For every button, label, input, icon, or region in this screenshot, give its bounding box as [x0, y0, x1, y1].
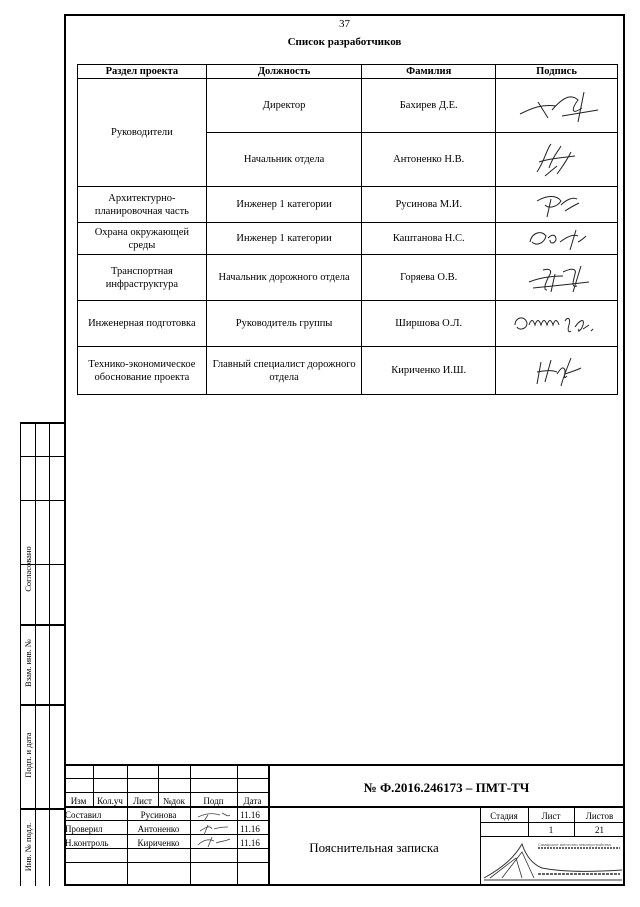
col-izm: Изм [70, 796, 87, 806]
signer-name: Антоненко [137, 824, 180, 834]
sheets-label: Листов [585, 811, 614, 821]
signature-cell [496, 187, 618, 223]
signer-role: Проверил [65, 824, 103, 834]
signer-date: 11.16 [240, 824, 260, 834]
signer-name: Русинова [140, 810, 177, 820]
surname-cell: Ширшова О.Л. [362, 301, 496, 347]
header-surname: Фамилия [362, 65, 496, 79]
document-code: № Ф.2016.246173 – ПМТ-ТЧ [363, 780, 530, 795]
surname-cell: Бахирев Д.Е. [362, 79, 496, 133]
signature-rusinova [527, 189, 587, 221]
signature-cell [496, 223, 618, 255]
original-label: Инв. № подл. [23, 822, 33, 872]
strip-line [21, 456, 64, 457]
section-cell: Архитектурно-планировочная часть [78, 187, 207, 223]
signer-role: Н.контроль [65, 838, 109, 848]
signer-name: Кириченко [137, 838, 180, 848]
signature-cell [496, 301, 618, 347]
col-ndok: №док [162, 796, 186, 806]
signature-antonenko [527, 138, 587, 182]
table-row [78, 301, 618, 347]
position-cell: Директор [206, 79, 362, 133]
position-cell: Начальник дорожного отдела [206, 255, 362, 301]
signature-cell [496, 79, 618, 133]
position-cell: Инженер 1 категории [206, 223, 362, 255]
developers-table [77, 64, 618, 395]
signer-date: 11.16 [240, 838, 260, 848]
side-strip [20, 422, 64, 886]
signer-date: 11.16 [240, 810, 260, 820]
table-row [78, 347, 618, 395]
table-row [78, 187, 618, 223]
table-row [78, 79, 618, 133]
surname-cell: Горяева О.В. [362, 255, 496, 301]
position-cell: Начальник отдела [206, 133, 362, 187]
sign-date-label: Подп. и дата [23, 732, 33, 778]
col-podp: Подп [203, 796, 224, 806]
signature-goryaeva [519, 260, 595, 296]
sheets-value: 21 [595, 825, 604, 835]
company-text: Самарское агентство землеустройства [538, 842, 611, 847]
page-number: 37 [339, 18, 350, 30]
sheet-value: 1 [548, 825, 554, 835]
signature-shirshova [509, 309, 605, 339]
signature-kashtanova [522, 224, 592, 254]
col-list: Лист [133, 796, 152, 806]
signature-cell [496, 347, 618, 395]
section-cell: Транспортная инфраструктура [78, 255, 207, 301]
section-cell: Руководители [78, 79, 207, 187]
surname-cell: Русинова М.И. [362, 187, 496, 223]
signature-kirichenko [527, 352, 587, 390]
position-cell: Руководитель группы [206, 301, 362, 347]
company-logo [482, 838, 624, 884]
table-row [78, 223, 618, 255]
table-header-row [78, 65, 618, 79]
stage-label: Стадия [490, 811, 518, 821]
page-title: Список разработчиков [287, 36, 402, 48]
position-cell: Инженер 1 категории [206, 187, 362, 223]
strip-divider [35, 424, 36, 886]
surname-cell: Антоненко Н.В. [362, 133, 496, 187]
section-cell: Охрана окружающей среды [78, 223, 207, 255]
agreed-label: Согласовано [23, 546, 33, 592]
stamp-signatures [194, 809, 234, 849]
signature-cell [496, 133, 618, 187]
col-kol: Кол.уч [97, 796, 123, 806]
signature-cell [496, 255, 618, 301]
strip-divider [49, 424, 50, 886]
header-section: Раздел проекта [78, 65, 207, 79]
sheet-label: Лист [541, 811, 561, 821]
col-data: Дата [243, 796, 262, 806]
surname-cell: Кириченко И.Ш. [362, 347, 496, 395]
position-cell: Главный специалист дорожного отдела [206, 347, 362, 395]
strip-line [21, 500, 64, 501]
signature-bakhirev [512, 86, 602, 126]
header-position: Должность [206, 65, 362, 79]
document-name: Пояснительная записка [309, 840, 439, 855]
section-cell: Инженерная подготовка [78, 301, 207, 347]
signer-role: Составил [65, 810, 102, 820]
header-signature: Подпись [496, 65, 618, 79]
table-row [78, 255, 618, 301]
replaces-label: Взам. инв. № [23, 639, 33, 687]
surname-cell: Каштанова Н.С. [362, 223, 496, 255]
section-cell: Технико-экономическое обоснование проекта [78, 347, 207, 395]
